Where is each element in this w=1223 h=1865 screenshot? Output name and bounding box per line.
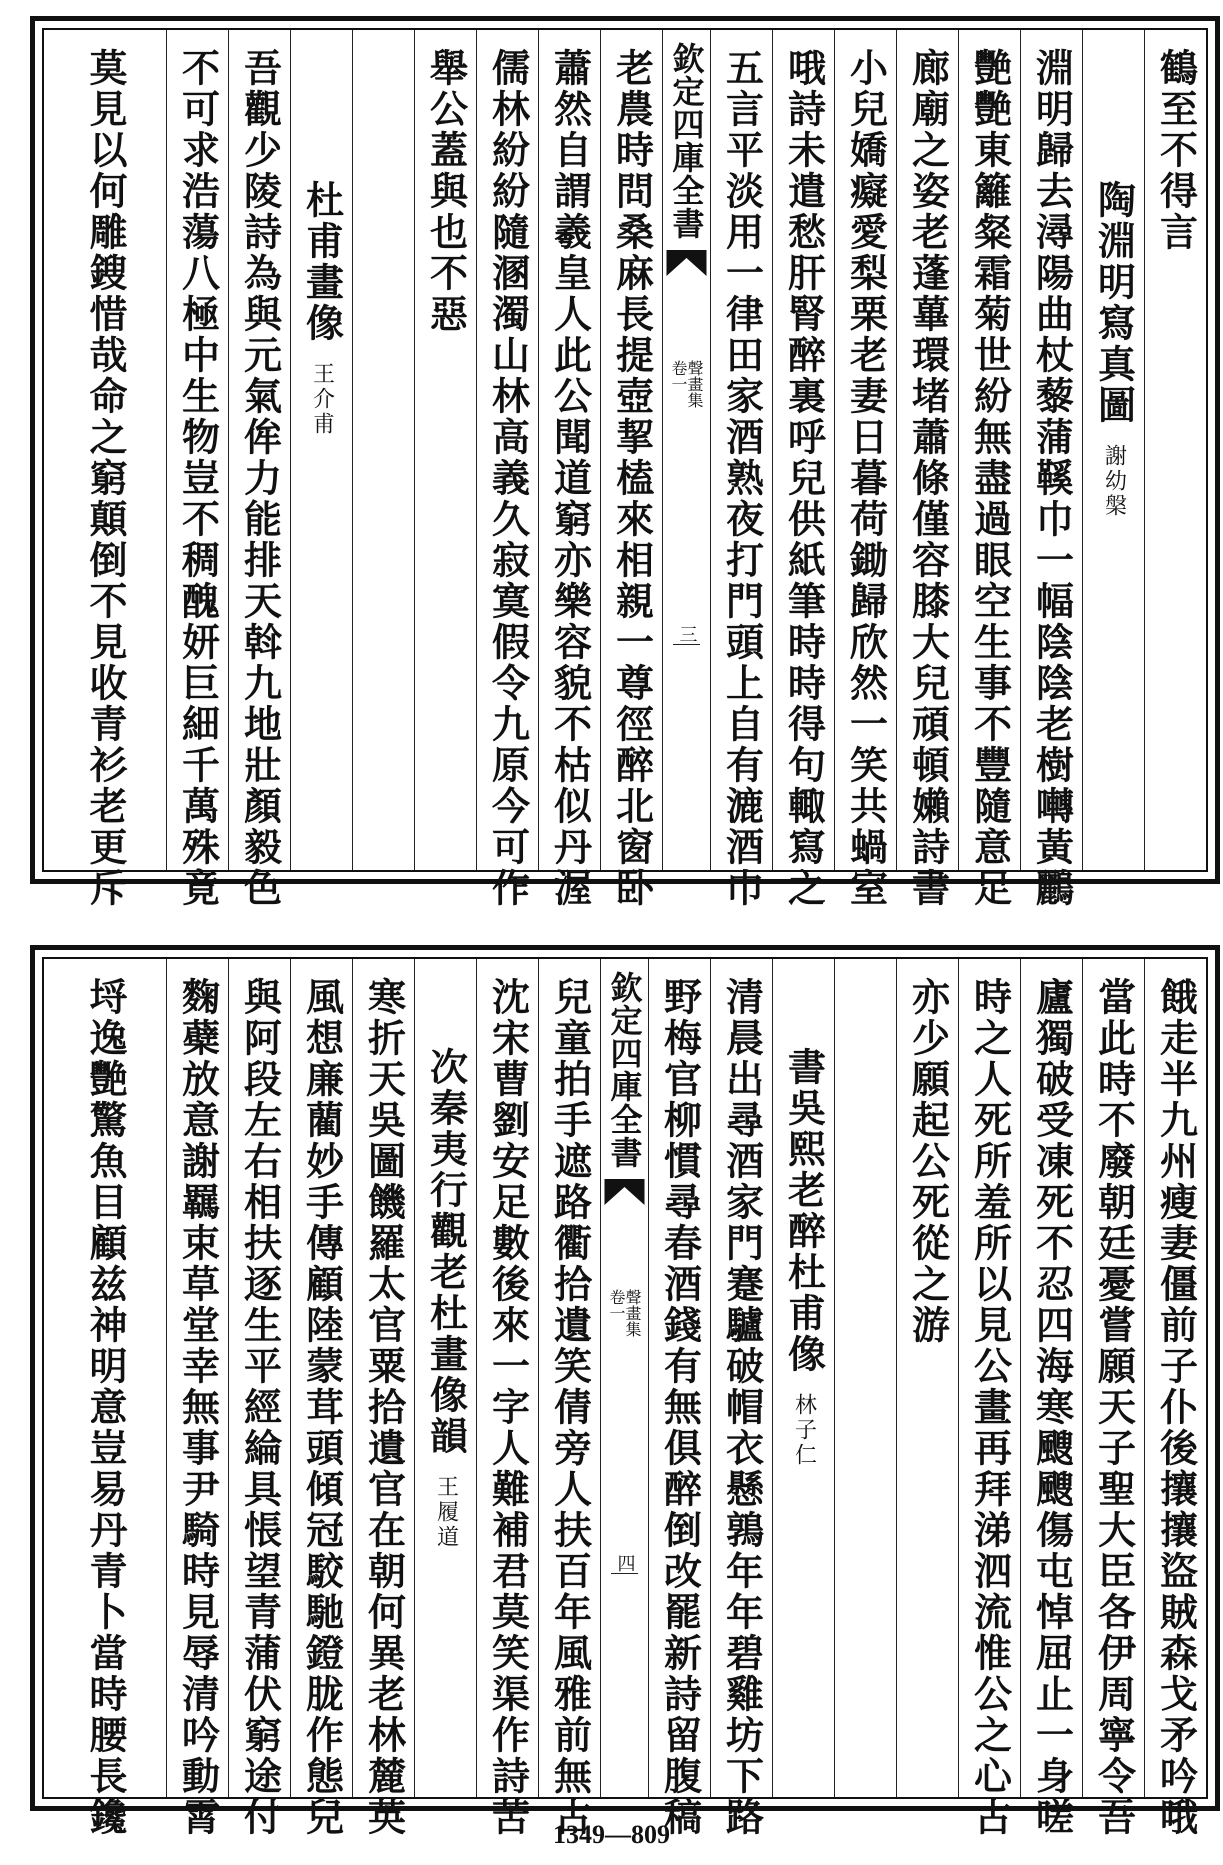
text-column (1082, 30, 1144, 870)
text-column (166, 30, 228, 909)
column-text: 野梅官柳慣尋春酒錢有無俱醉倒改罷新詩留腹稿 (657, 977, 703, 1838)
text-column (352, 30, 414, 870)
poem-title: 杜甫畫像 (299, 180, 345, 344)
center-margin (662, 30, 710, 870)
text-column (834, 30, 896, 909)
author-note: 謝幼槃 (1101, 444, 1127, 519)
poem-title: 書吳熙老醉杜甫像 (781, 1047, 827, 1375)
text-column (44, 959, 166, 1838)
column-text: 艷艷東籬粲霜菊世紛無盡過眼空生事不豐隨意足 (967, 48, 1013, 909)
text-column (772, 30, 834, 909)
column-text: 廊廟之姿老蓬蓽環堵蕭條僅容膝大兒頑頓嬾詩書 (905, 48, 951, 909)
column-text: 小兒嬌癡愛梨栗老妻日暮荷鋤歸欣然一笑共蝸室 (843, 48, 889, 909)
column-text: 餓走半九州瘦妻僵前子仆後攘攘盜賊森戈矛吟哦 (1153, 977, 1199, 1838)
author-note: 王介甫 (309, 362, 335, 437)
text-column (44, 30, 166, 909)
column-text: 風想廉藺妙手傳顧陸蒙茸頭傾冠駮馳鐙胧作態兒 (299, 977, 345, 1838)
text-column (414, 30, 476, 870)
fish-tail-mark (603, 1179, 646, 1205)
column-text: 時之人死所羞所以見公畫再拜涕泗流惟公之心古 (967, 977, 1013, 1838)
center-margin (600, 959, 648, 1797)
text-column (710, 30, 772, 909)
column-text: 莫見以何雕鎪惜哉命之窮顛倒不見收青衫老更斥 (83, 48, 128, 909)
page-number: 四 (614, 1554, 636, 1572)
text-column (352, 959, 414, 1838)
column-text: 沈宋曹劉安足數後來一字人難補君莫笑渠作詩苦 (485, 977, 531, 1838)
column-text: 與阿段左右相扶逐生平經綸具悵望青蒲伏窮途付 (237, 977, 283, 1838)
collection-title: 聲畫集 (685, 360, 704, 408)
column-text: 埒逸艷驚魚目顧兹神明意豈易丹青卜當時腰長鑱 (83, 977, 128, 1838)
volume-label: 卷一 (669, 360, 688, 392)
volume-label: 卷一 (607, 1289, 626, 1321)
column-text: 淵明歸去潯陽曲杖藜蒲鞵巾一幅陰陰老樹囀黃鸝 (1029, 48, 1075, 909)
page-number: 三 (676, 625, 698, 643)
text-column (228, 959, 290, 1838)
text-column (290, 959, 352, 1838)
text-column (648, 959, 710, 1838)
column-text: 麴蘗放意謝羈束草堂幸無事尹騎時見辱清吟動霄 (175, 977, 221, 1838)
text-column (958, 959, 1020, 1838)
divider (673, 644, 700, 645)
text-column (772, 959, 834, 1797)
text-column (414, 959, 476, 1797)
text-column (1020, 959, 1082, 1838)
text-column (1082, 959, 1144, 1838)
column-text: 廬獨破受凍死不忍四海寒颼颼傷屯悼屈止一身嗟 (1029, 977, 1075, 1838)
column-text: 清晨出尋酒家門蹇驢破帽衣懸鶉年年碧雞坊下路 (719, 977, 765, 1838)
text-column (166, 959, 228, 1838)
column-text: 舉公蓋與也不惡 (423, 48, 469, 335)
text-column (538, 30, 600, 909)
text-column (1144, 959, 1206, 1838)
divider (611, 1573, 638, 1574)
column-text: 五言平淡用一律田家酒熟夜打門頭上自有漉酒巾 (719, 48, 765, 909)
text-column (710, 959, 772, 1838)
column-text: 儒林紛紛隨溷濁山林高義久寂寞假令九原今可作 (485, 48, 531, 909)
column-text: 蕭然自謂羲皇人此公聞道窮亦樂容貌不枯似丹渥 (547, 48, 593, 909)
text-column (476, 959, 538, 1838)
poem-title: 陶淵明寫真圖 (1091, 180, 1137, 426)
collection-title: 聲畫集 (623, 1289, 642, 1337)
book-title: 欽定四庫全書 (605, 971, 644, 1169)
text-column (834, 959, 896, 1797)
text-column (896, 30, 958, 909)
column-text: 吾觀少陵詩為與元氣侔力能排天斡九地壯顏毅色 (237, 48, 283, 909)
column-text: 哦詩未遣愁肝腎醉裏呼兒供紙筆時時得句輙寫之 (781, 48, 827, 909)
text-column (228, 30, 290, 909)
column-text: 鶴至不得言 (1153, 48, 1199, 253)
text-column (600, 30, 662, 909)
catalog-number: 1349—809 (553, 1820, 670, 1849)
text-column (290, 30, 352, 870)
text-column (896, 959, 958, 1797)
upper-columns (44, 30, 1206, 909)
author-note: 王履道 (433, 1475, 459, 1550)
text-column (1020, 30, 1082, 909)
author-note: 林子仁 (791, 1393, 817, 1468)
column-text: 寒折天吳圖饑羅太官粟拾遺官在朝何異老林麓英 (361, 977, 407, 1838)
book-title: 欽定四庫全書 (667, 42, 706, 240)
column-text: 兒童拍手遮路衢拾遺笑倩旁人扶百年風雅前無古 (547, 977, 593, 1838)
column-text: 老農時問桑麻長提壺挈榼來相親一尊徑醉北窗卧 (609, 48, 655, 909)
text-column (1144, 30, 1206, 870)
upper-page (30, 16, 1220, 909)
text-column (538, 959, 600, 1838)
text-column (958, 30, 1020, 909)
poem-title: 次秦夷行觀老杜畫像韻 (423, 1047, 469, 1457)
column-text: 亦少願起公死從之游 (905, 977, 951, 1346)
column-text: 不可求浩蕩八極中生物豈不稠醜妍巨細千萬殊竟 (175, 48, 221, 909)
fish-tail-mark (665, 250, 708, 276)
text-column (476, 30, 538, 909)
column-text: 當此時不廢朝廷憂嘗願天子聖大臣各伊周寧令吾 (1091, 977, 1137, 1838)
